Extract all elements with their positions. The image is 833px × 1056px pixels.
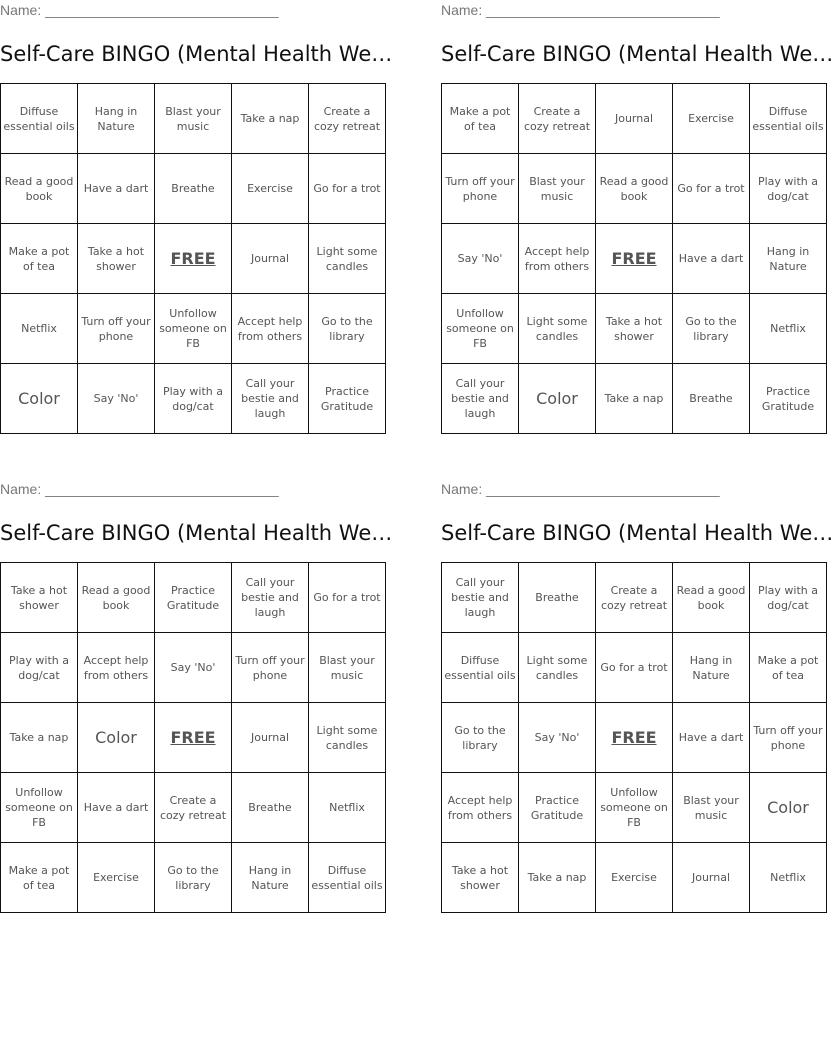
bingo-cell[interactable]: Accept help from others bbox=[519, 224, 596, 294]
bingo-cell[interactable]: Call your bestie and laugh bbox=[232, 563, 309, 633]
bingo-cell[interactable]: Go for a trot bbox=[309, 563, 386, 633]
bingo-cell[interactable]: Say 'No' bbox=[155, 633, 232, 703]
bingo-cell[interactable]: Hang in Nature bbox=[750, 224, 827, 294]
bingo-cell[interactable]: Breathe bbox=[155, 154, 232, 224]
grid-row bbox=[442, 294, 827, 364]
card-title: Self-Care BINGO (Mental Health We… bbox=[0, 42, 393, 66]
bingo-cell[interactable]: Turn off your phone bbox=[232, 633, 309, 703]
bingo-cell[interactable]: Turn off your phone bbox=[442, 154, 519, 224]
bingo-cell[interactable]: Diffuse essential oils bbox=[1, 84, 78, 154]
bingo-cell[interactable]: Go for a trot bbox=[673, 154, 750, 224]
bingo-cell[interactable]: Journal bbox=[232, 703, 309, 773]
bingo-cell[interactable]: Netflix bbox=[750, 843, 827, 913]
bingo-cell[interactable]: Play with a dog/cat bbox=[1, 633, 78, 703]
grid-row bbox=[1, 154, 386, 224]
bingo-cell[interactable]: Practice Gratitude bbox=[155, 563, 232, 633]
bingo-cell[interactable]: Call your bestie and laugh bbox=[442, 563, 519, 633]
bingo-cell[interactable]: Call your bestie and laugh bbox=[442, 364, 519, 434]
bingo-cell[interactable]: Accept help from others bbox=[442, 773, 519, 843]
name-field[interactable]: Name: ______________________________ bbox=[441, 481, 720, 497]
grid-row bbox=[442, 364, 827, 434]
bingo-cell[interactable]: Make a pot of tea bbox=[1, 224, 78, 294]
bingo-cell[interactable]: Diffuse essential oils bbox=[442, 633, 519, 703]
grid-row bbox=[1, 633, 386, 703]
bingo-cell[interactable]: Unfollow someone on FB bbox=[155, 294, 232, 364]
grid-row bbox=[442, 563, 827, 633]
bingo-cell[interactable]: Go to the library bbox=[155, 843, 232, 913]
bingo-cell[interactable]: Diffuse essential oils bbox=[309, 843, 386, 913]
bingo-cell[interactable]: Hang in Nature bbox=[673, 633, 750, 703]
bingo-cell[interactable]: Light some candles bbox=[519, 294, 596, 364]
bingo-cell[interactable]: Go to the library bbox=[673, 294, 750, 364]
bingo-cell[interactable]: Make a pot of tea bbox=[1, 843, 78, 913]
bingo-cell[interactable]: Take a nap bbox=[232, 84, 309, 154]
bingo-cell[interactable]: Color bbox=[750, 773, 827, 843]
bingo-cell[interactable]: Go to the library bbox=[309, 294, 386, 364]
bingo-cell[interactable]: Practice Gratitude bbox=[750, 364, 827, 434]
grid-row bbox=[442, 703, 827, 773]
bingo-grid bbox=[0, 562, 386, 913]
bingo-cell[interactable]: Breathe bbox=[232, 773, 309, 843]
bingo-cell[interactable]: Read a good book bbox=[673, 563, 750, 633]
bingo-cell[interactable]: Read a good book bbox=[596, 154, 673, 224]
bingo-cell[interactable]: Create a cozy retreat bbox=[596, 563, 673, 633]
bingo-cell[interactable]: Practice Gratitude bbox=[309, 364, 386, 434]
grid-row bbox=[1, 703, 386, 773]
grid-row bbox=[442, 84, 827, 154]
free-space-cell[interactable]: FREE bbox=[155, 703, 232, 773]
bingo-cell[interactable]: Hang in Nature bbox=[232, 843, 309, 913]
bingo-cell[interactable]: Take a nap bbox=[596, 364, 673, 434]
bingo-cell[interactable]: Read a good book bbox=[78, 563, 155, 633]
bingo-cell[interactable]: Accept help from others bbox=[232, 294, 309, 364]
bingo-cell[interactable]: Have a dart bbox=[78, 773, 155, 843]
grid-row bbox=[1, 224, 386, 294]
bingo-cell[interactable]: Color bbox=[78, 703, 155, 773]
bingo-cell[interactable]: Netflix bbox=[1, 294, 78, 364]
card-title: Self-Care BINGO (Mental Health We… bbox=[0, 521, 393, 545]
bingo-cell[interactable]: Have a dart bbox=[673, 224, 750, 294]
grid-row bbox=[1, 563, 386, 633]
bingo-cell[interactable]: Blast your music bbox=[155, 84, 232, 154]
bingo-cell[interactable]: Go to the library bbox=[442, 703, 519, 773]
grid-row bbox=[442, 224, 827, 294]
bingo-cell[interactable]: Say 'No' bbox=[519, 703, 596, 773]
bingo-cell[interactable]: Take a hot shower bbox=[442, 843, 519, 913]
free-space-cell[interactable]: FREE bbox=[596, 224, 673, 294]
bingo-cell[interactable]: Hang in Nature bbox=[78, 84, 155, 154]
bingo-cell[interactable]: Make a pot of tea bbox=[442, 84, 519, 154]
bingo-cell[interactable]: Unfollow someone on FB bbox=[442, 294, 519, 364]
grid-row bbox=[1, 843, 386, 913]
bingo-cell[interactable]: Create a cozy retreat bbox=[155, 773, 232, 843]
bingo-cell[interactable]: Color bbox=[1, 364, 78, 434]
bingo-cell[interactable]: Have a dart bbox=[78, 154, 155, 224]
bingo-cell[interactable]: Have a dart bbox=[673, 703, 750, 773]
card-title: Self-Care BINGO (Mental Health We… bbox=[441, 42, 833, 66]
bingo-cell[interactable]: Say 'No' bbox=[442, 224, 519, 294]
bingo-cell[interactable]: Diffuse essential oils bbox=[750, 84, 827, 154]
grid-row bbox=[442, 843, 827, 913]
free-space-cell[interactable]: FREE bbox=[596, 703, 673, 773]
bingo-cell[interactable]: Accept help from others bbox=[78, 633, 155, 703]
grid-row bbox=[1, 364, 386, 434]
bingo-cell[interactable]: Practice Gratitude bbox=[519, 773, 596, 843]
bingo-cell[interactable]: Make a pot of tea bbox=[750, 633, 827, 703]
bingo-cell[interactable]: Play with a dog/cat bbox=[155, 364, 232, 434]
bingo-cell[interactable]: Take a nap bbox=[1, 703, 78, 773]
grid-row bbox=[442, 154, 827, 224]
bingo-cell[interactable]: Take a hot shower bbox=[78, 224, 155, 294]
bingo-cell[interactable]: Exercise bbox=[78, 843, 155, 913]
bingo-cell[interactable]: Take a nap bbox=[519, 843, 596, 913]
bingo-cell[interactable]: Create a cozy retreat bbox=[309, 84, 386, 154]
bingo-cell[interactable]: Journal bbox=[232, 224, 309, 294]
grid-row bbox=[1, 294, 386, 364]
bingo-cell[interactable]: Exercise bbox=[673, 84, 750, 154]
bingo-cell[interactable]: Exercise bbox=[596, 843, 673, 913]
bingo-cell[interactable]: Blast your music bbox=[673, 773, 750, 843]
free-space-cell[interactable]: FREE bbox=[155, 224, 232, 294]
bingo-cell[interactable]: Light some candles bbox=[309, 224, 386, 294]
bingo-cell[interactable]: Play with a dog/cat bbox=[750, 154, 827, 224]
bingo-cell[interactable]: Play with a dog/cat bbox=[750, 563, 827, 633]
bingo-cell[interactable]: Turn off your phone bbox=[750, 703, 827, 773]
bingo-cell[interactable]: Netflix bbox=[309, 773, 386, 843]
grid-row bbox=[1, 773, 386, 843]
name-field[interactable]: Name: ______________________________ bbox=[0, 2, 279, 18]
bingo-cell[interactable]: Take a hot shower bbox=[1, 563, 78, 633]
bingo-cell[interactable]: Say 'No' bbox=[78, 364, 155, 434]
bingo-cell[interactable]: Turn off your phone bbox=[78, 294, 155, 364]
bingo-cell[interactable]: Breathe bbox=[673, 364, 750, 434]
bingo-cell[interactable]: Blast your music bbox=[309, 633, 386, 703]
card-title: Self-Care BINGO (Mental Health We… bbox=[441, 521, 833, 545]
bingo-cell[interactable]: Unfollow someone on FB bbox=[596, 773, 673, 843]
bingo-cell[interactable]: Take a hot shower bbox=[596, 294, 673, 364]
bingo-cell[interactable]: Color bbox=[519, 364, 596, 434]
bingo-cell[interactable]: Journal bbox=[596, 84, 673, 154]
bingo-cell[interactable]: Go for a trot bbox=[309, 154, 386, 224]
bingo-cell[interactable]: Read a good book bbox=[1, 154, 78, 224]
name-field[interactable]: Name: ______________________________ bbox=[0, 481, 279, 497]
bingo-cell[interactable]: Netflix bbox=[750, 294, 827, 364]
grid-row bbox=[442, 773, 827, 843]
bingo-cell[interactable]: Light some candles bbox=[309, 703, 386, 773]
name-field[interactable]: Name: ______________________________ bbox=[441, 2, 720, 18]
bingo-grid bbox=[0, 83, 386, 434]
bingo-cell[interactable]: Journal bbox=[673, 843, 750, 913]
bingo-grid bbox=[441, 562, 827, 913]
bingo-cell[interactable]: Breathe bbox=[519, 563, 596, 633]
bingo-cell[interactable]: Create a cozy retreat bbox=[519, 84, 596, 154]
bingo-cell[interactable]: Exercise bbox=[232, 154, 309, 224]
bingo-cell[interactable]: Go for a trot bbox=[596, 633, 673, 703]
bingo-cell[interactable]: Light some candles bbox=[519, 633, 596, 703]
bingo-cell[interactable]: Unfollow someone on FB bbox=[1, 773, 78, 843]
bingo-grid bbox=[441, 83, 827, 434]
bingo-cell[interactable]: Blast your music bbox=[519, 154, 596, 224]
grid-row bbox=[1, 84, 386, 154]
bingo-cell[interactable]: Call your bestie and laugh bbox=[232, 364, 309, 434]
grid-row bbox=[442, 633, 827, 703]
